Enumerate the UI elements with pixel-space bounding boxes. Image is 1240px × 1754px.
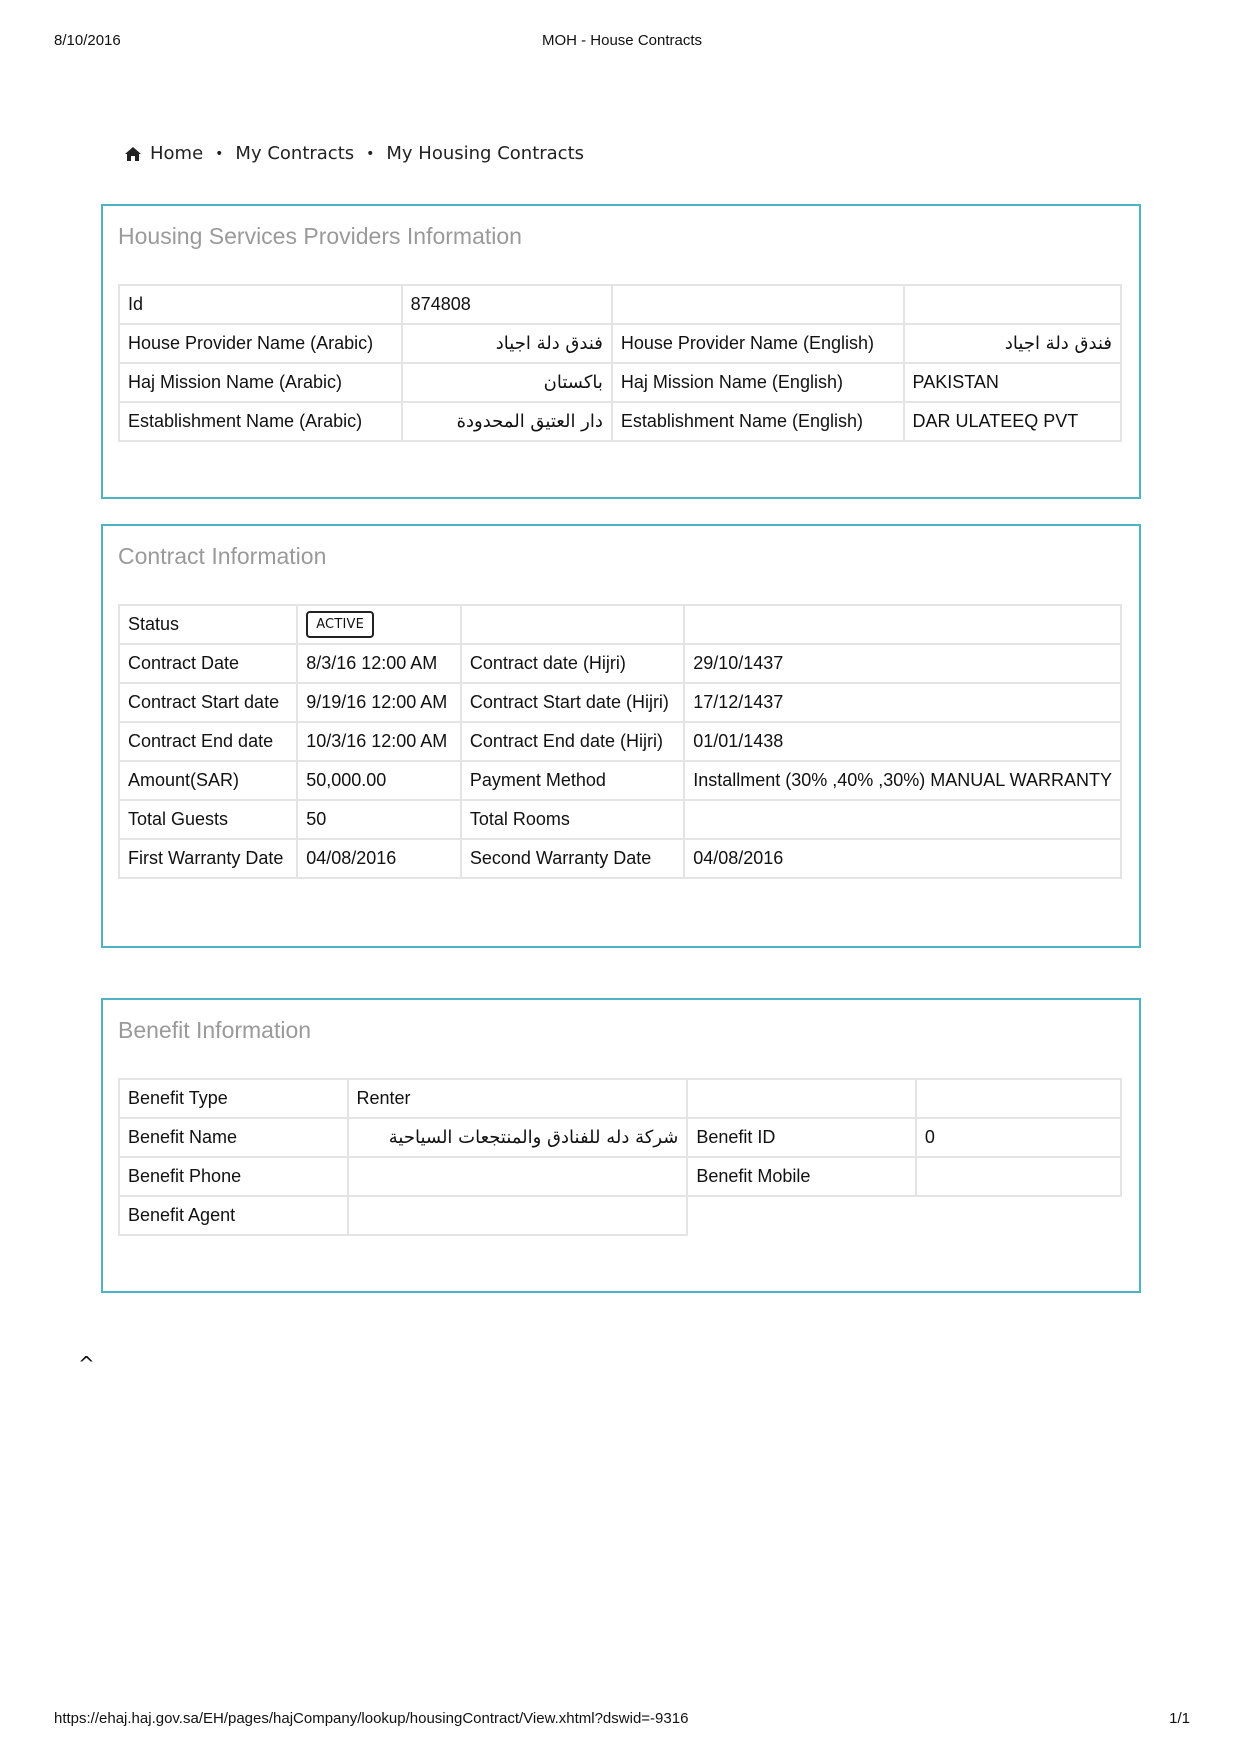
breadcrumb <box>124 143 584 164</box>
empty-cell <box>916 1196 1121 1235</box>
total-rooms-label: Total Rooms <box>461 800 684 839</box>
mission-en-label: Haj Mission Name (English) <box>612 363 904 402</box>
providers-table <box>118 284 1122 442</box>
contract-panel <box>101 524 1141 948</box>
contract-table <box>118 604 1122 879</box>
contract-panel-title: Contract Information <box>118 543 327 569</box>
benefit-mobile-label: Benefit Mobile <box>687 1157 916 1196</box>
amount-label: Amount(SAR) <box>119 761 297 800</box>
table-row <box>119 683 1121 722</box>
empty-cell <box>904 285 1121 324</box>
contract-end-hijri-value: 01/01/1438 <box>684 722 1121 761</box>
empty-cell <box>687 1079 916 1118</box>
providers-panel-title: Housing Services Providers Information <box>118 223 522 249</box>
print-url: https://ehaj.haj.gov.sa/EH/pages/hajCompany/lookup/housingContract/View.xhtml?dswid=-9316 <box>54 1710 689 1727</box>
contract-date-hijri-value: 29/10/1437 <box>684 644 1121 683</box>
print-page-number: 1/1 <box>1169 1710 1190 1727</box>
table-row <box>119 605 1121 644</box>
status-badge: ACTIVE <box>306 611 374 638</box>
status-cell <box>297 605 461 644</box>
establishment-en-label: Establishment Name (English) <box>612 402 904 441</box>
contract-end-label: Contract End date <box>119 722 297 761</box>
total-rooms-value <box>684 800 1121 839</box>
breadcrumb-home[interactable]: Home <box>150 143 204 164</box>
table-row <box>119 1118 1121 1157</box>
contract-end-value: 10/3/16 12:00 AM <box>297 722 461 761</box>
benefit-type-value: Renter <box>348 1079 688 1118</box>
mission-en-value: PAKISTAN <box>904 363 1121 402</box>
benefit-agent-value <box>348 1196 688 1235</box>
print-date: 8/10/2016 <box>54 32 121 49</box>
table-row <box>119 839 1121 878</box>
contract-date-label: Contract Date <box>119 644 297 683</box>
table-row <box>119 1157 1121 1196</box>
benefit-type-label: Benefit Type <box>119 1079 348 1118</box>
benefit-name-value: شركة دله للفنادق والمنتجعات السياحية <box>348 1118 688 1157</box>
total-guests-value: 50 <box>297 800 461 839</box>
first-warranty-value: 04/08/2016 <box>297 839 461 878</box>
establishment-en-value: DAR ULATEEQ PVT <box>904 402 1121 441</box>
amount-value: 50,000.00 <box>297 761 461 800</box>
table-row <box>119 722 1121 761</box>
status-label: Status <box>119 605 297 644</box>
provider-en-label: House Provider Name (English) <box>612 324 904 363</box>
table-row <box>119 644 1121 683</box>
second-warranty-label: Second Warranty Date <box>461 839 684 878</box>
table-row <box>119 363 1121 402</box>
table-row <box>119 761 1121 800</box>
benefit-panel-title: Benefit Information <box>118 1017 312 1043</box>
empty-cell <box>461 605 684 644</box>
print-footer <box>54 1710 1190 1730</box>
benefit-phone-value <box>348 1157 688 1196</box>
mission-ar-value: باكستان <box>402 363 612 402</box>
benefit-phone-label: Benefit Phone <box>119 1157 348 1196</box>
breadcrumb-my-contracts[interactable]: My Contracts <box>235 143 355 164</box>
breadcrumb-my-housing-contracts[interactable]: My Housing Contracts <box>386 143 585 164</box>
id-value: 874808 <box>402 285 612 324</box>
benefit-name-label: Benefit Name <box>119 1118 348 1157</box>
second-warranty-value: 04/08/2016 <box>684 839 1121 878</box>
payment-method-value: Installment (30% ,40% ,30%) MANUAL WARRANTY <box>684 761 1121 800</box>
contract-date-hijri-label: Contract date (Hijri) <box>461 644 684 683</box>
home-icon <box>124 146 142 162</box>
establishment-ar-label: Establishment Name (Arabic) <box>119 402 402 441</box>
benefit-agent-label: Benefit Agent <box>119 1196 348 1235</box>
provider-en-value: فندق دلة اجياد <box>904 324 1121 363</box>
mission-ar-label: Haj Mission Name (Arabic) <box>119 363 402 402</box>
providers-panel <box>101 204 1141 499</box>
payment-method-label: Payment Method <box>461 761 684 800</box>
table-row <box>119 285 1121 324</box>
scroll-to-top-button[interactable]: ^ <box>78 1352 95 1376</box>
table-row <box>119 402 1121 441</box>
table-row <box>119 1196 1121 1235</box>
breadcrumb-separator: • <box>366 145 375 162</box>
benefit-table <box>118 1078 1122 1236</box>
contract-start-hijri-value: 17/12/1437 <box>684 683 1121 722</box>
establishment-ar-value: دار العتيق المحدودة <box>402 402 612 441</box>
first-warranty-label: First Warranty Date <box>119 839 297 878</box>
benefit-id-label: Benefit ID <box>687 1118 916 1157</box>
empty-cell <box>916 1079 1121 1118</box>
empty-cell <box>684 605 1121 644</box>
contract-start-label: Contract Start date <box>119 683 297 722</box>
contract-start-hijri-label: Contract Start date (Hijri) <box>461 683 684 722</box>
table-row <box>119 1079 1121 1118</box>
contract-start-value: 9/19/16 12:00 AM <box>297 683 461 722</box>
empty-cell <box>687 1196 916 1235</box>
benefit-mobile-value <box>916 1157 1121 1196</box>
benefit-id-value: 0 <box>916 1118 1121 1157</box>
benefit-panel <box>101 998 1141 1293</box>
provider-ar-value: فندق دلة اجياد <box>402 324 612 363</box>
contract-date-value: 8/3/16 12:00 AM <box>297 644 461 683</box>
table-row <box>119 800 1121 839</box>
id-label: Id <box>119 285 402 324</box>
table-row <box>119 324 1121 363</box>
empty-cell <box>612 285 904 324</box>
print-header <box>54 32 1190 52</box>
breadcrumb-separator: • <box>215 145 224 162</box>
print-title: MOH - House Contracts <box>541 32 703 49</box>
contract-end-hijri-label: Contract End date (Hijri) <box>461 722 684 761</box>
total-guests-label: Total Guests <box>119 800 297 839</box>
provider-ar-label: House Provider Name (Arabic) <box>119 324 402 363</box>
